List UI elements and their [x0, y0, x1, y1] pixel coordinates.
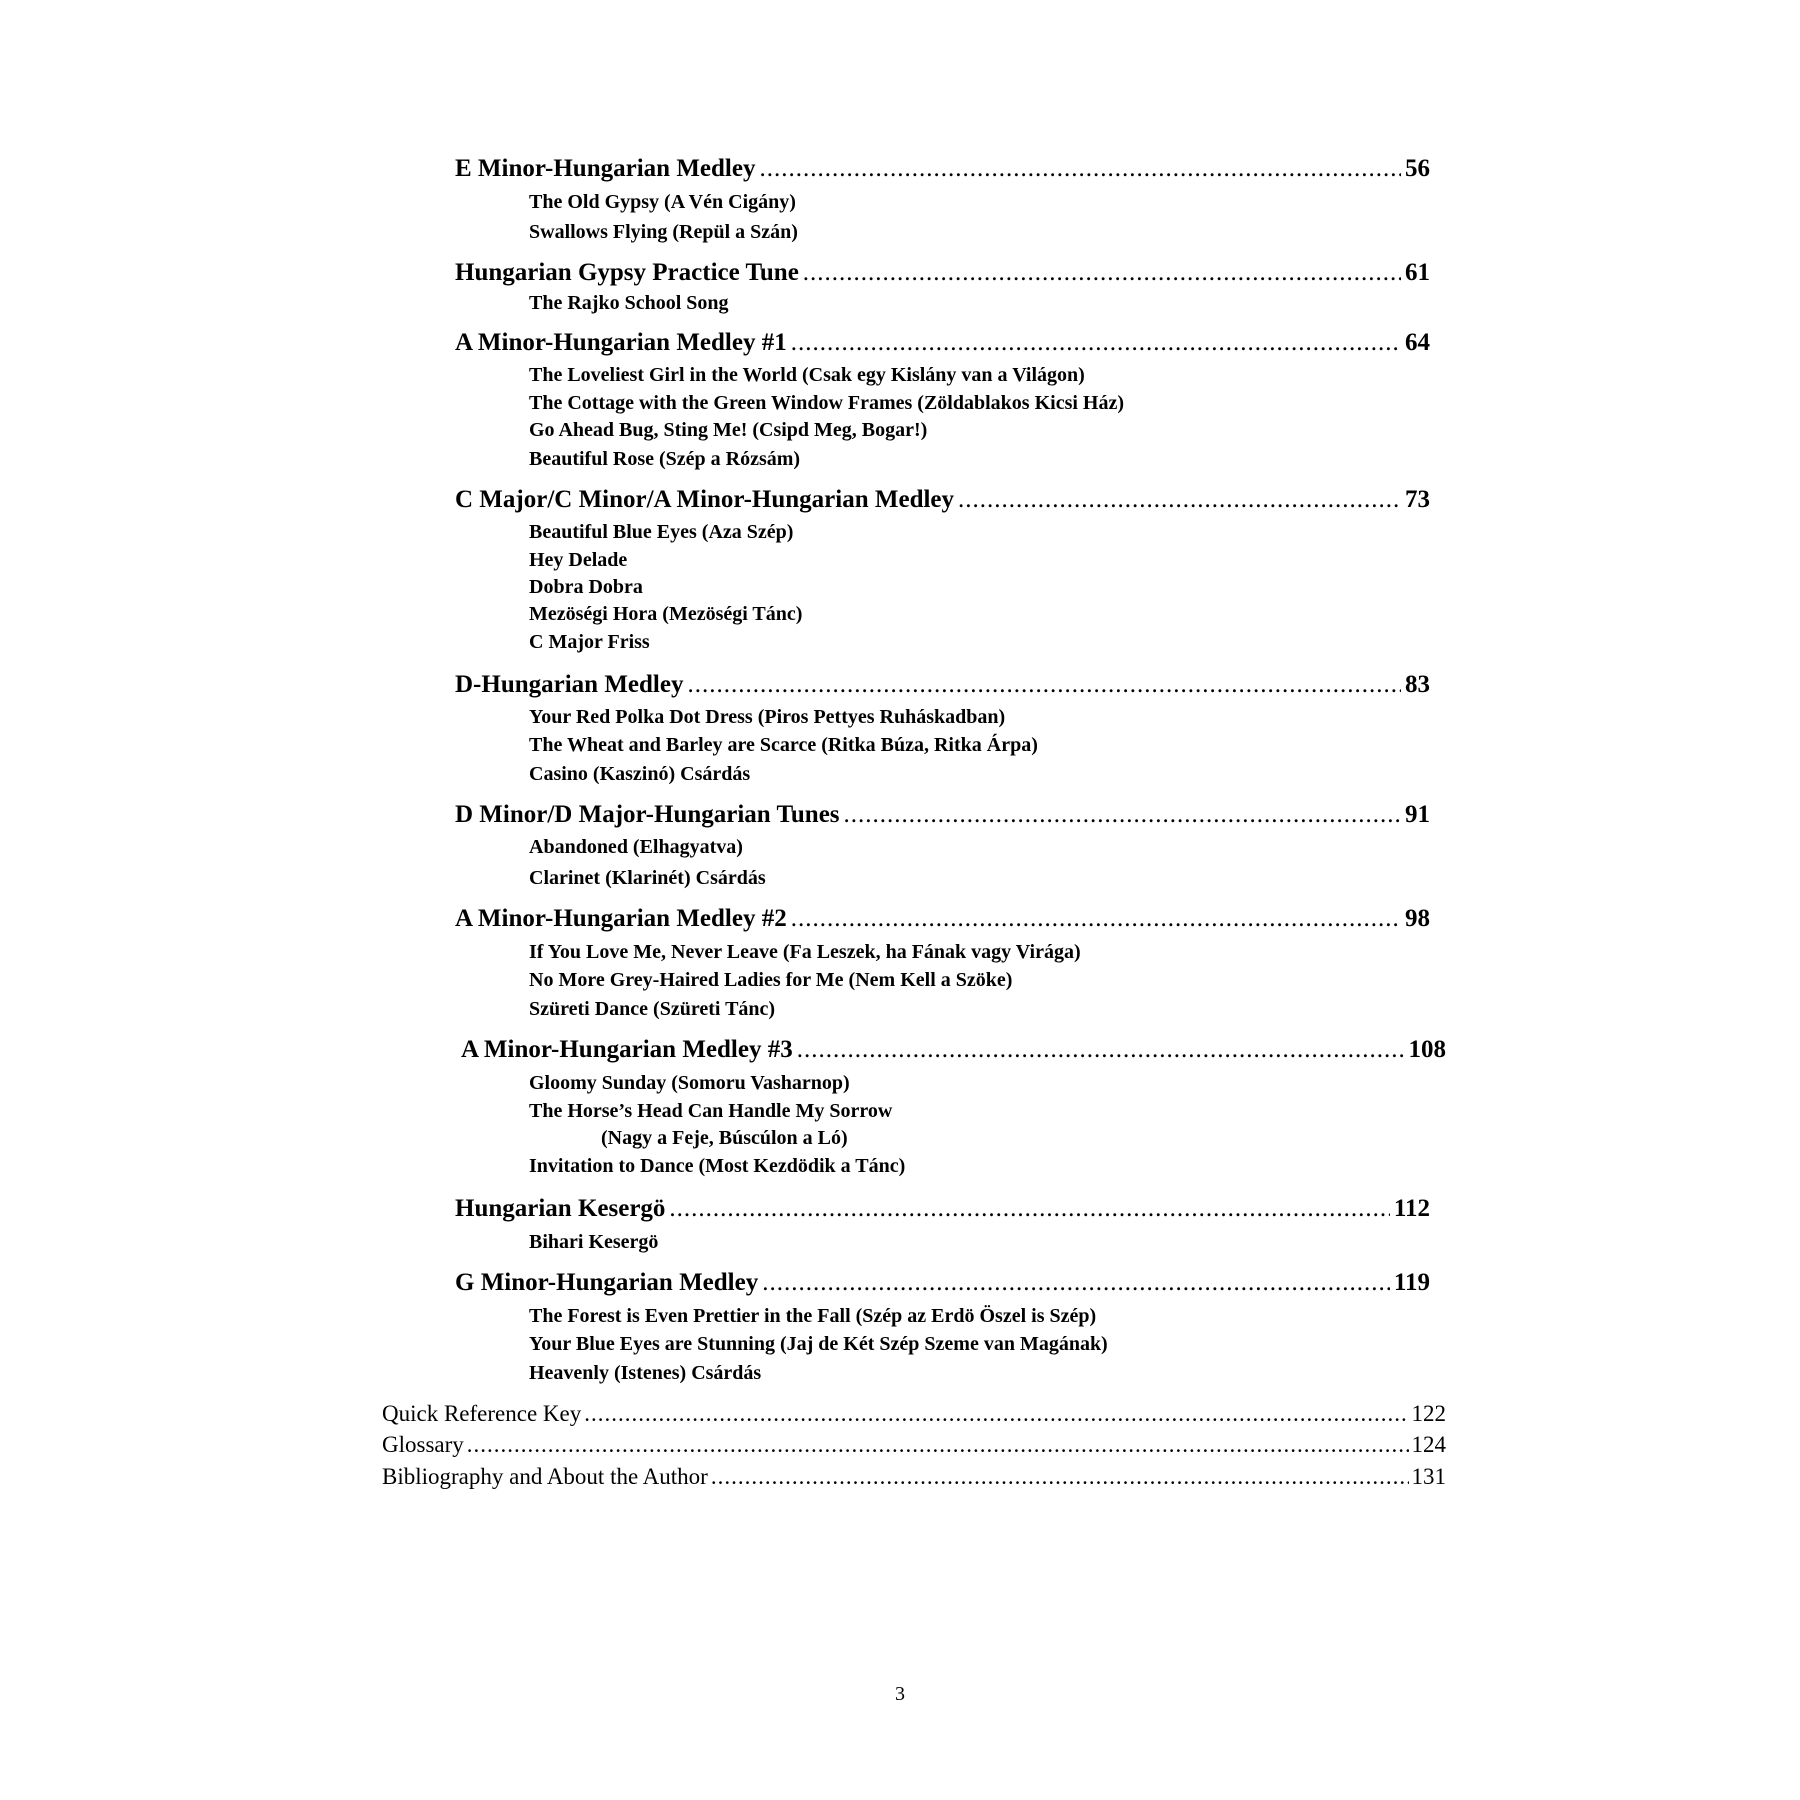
song-entry: Swallows Flying (Repül a Szán): [529, 221, 798, 243]
section-page-number: 112: [1393, 1195, 1430, 1222]
song-entry: Gloomy Sunday (Somoru Vasharnop): [529, 1072, 850, 1094]
dot-leader: [669, 1192, 1389, 1226]
dot-leader: [584, 1398, 1408, 1430]
extra-page-number: 131: [1411, 1464, 1446, 1489]
dot-leader: [791, 326, 1401, 360]
section-page-number: 73: [1405, 486, 1430, 513]
song-entry: The Horse’s Head Can Handle My Sorrow: [529, 1100, 893, 1122]
toc-section-title[interactable]: [455, 152, 1430, 186]
song-entry: C Major Friss: [529, 631, 650, 653]
section-title-text: A Minor-Hungarian Medley #1: [455, 329, 787, 356]
section-page-number: 119: [1393, 1269, 1430, 1296]
page-number: 3: [895, 1683, 905, 1705]
extra-title-text: Bibliography and About the Author: [382, 1464, 708, 1489]
toc-section-title[interactable]: [455, 483, 1430, 517]
dot-leader: [467, 1429, 1409, 1461]
section-title-text: G Minor-Hungarian Medley: [455, 1269, 759, 1296]
section-page-number: 108: [1408, 1036, 1446, 1063]
section-title-text: A Minor-Hungarian Medley #3: [461, 1036, 793, 1063]
section-page-number: 56: [1405, 155, 1430, 182]
dot-leader: [711, 1461, 1409, 1493]
song-entry: The Wheat and Barley are Scarce (Ritka Búza, Ritka Árpa): [529, 734, 1038, 756]
song-entry: Bihari Kesergö: [529, 1231, 659, 1253]
extra-title-text: Glossary: [382, 1432, 464, 1457]
song-entry: Heavenly (Istenes) Csárdás: [529, 1362, 762, 1384]
toc-extra-entry[interactable]: [382, 1429, 1446, 1461]
song-entry: Mezöségi Hora (Mezöségi Tánc): [529, 603, 803, 625]
toc-extra-entry[interactable]: [382, 1398, 1446, 1430]
song-entry: Dobra Dobra: [529, 576, 643, 598]
song-entry: If You Love Me, Never Leave (Fa Leszek, ha Fának vagy Virága): [529, 941, 1081, 963]
section-title-text: Hungarian Kesergö: [455, 1195, 666, 1222]
song-entry: Szüreti Dance (Szüreti Tánc): [529, 998, 776, 1020]
song-entry: Hey Delade: [529, 549, 628, 571]
toc-section-title[interactable]: [455, 668, 1430, 702]
toc-section-title[interactable]: [461, 1033, 1446, 1067]
song-entry: Beautiful Blue Eyes (Aza Szép): [529, 521, 794, 543]
song-entry: No More Grey-Haired Ladies for Me (Nem Kell a Szöke): [529, 969, 1013, 991]
song-entry: The Loveliest Girl in the World (Csak egy Kislány van a Világon): [529, 364, 1085, 386]
toc-section-title[interactable]: [455, 1192, 1430, 1226]
song-entry: Abandoned (Elhagyatva): [529, 836, 743, 858]
dot-leader: [844, 798, 1401, 832]
song-entry: Your Red Polka Dot Dress (Piros Pettyes Ruháskadban): [529, 706, 1006, 728]
section-title-text: Hungarian Gypsy Practice Tune: [455, 259, 799, 286]
toc-section-title[interactable]: [455, 256, 1430, 290]
dot-leader: [803, 256, 1401, 290]
section-title-text: A Minor-Hungarian Medley #2: [455, 905, 787, 932]
song-entry: Your Blue Eyes are Stunning (Jaj de Két Szép Szeme van Magának): [529, 1333, 1108, 1355]
toc-extra-entry[interactable]: [382, 1461, 1446, 1493]
section-page-number: 83: [1405, 671, 1430, 698]
extra-page-number: 122: [1411, 1401, 1446, 1426]
section-page-number: 98: [1405, 905, 1430, 932]
extra-page-number: 124: [1411, 1432, 1446, 1457]
toc-section-title[interactable]: [455, 798, 1430, 832]
section-title-text: C Major/C Minor/A Minor-Hungarian Medley: [455, 486, 955, 513]
song-entry: Beautiful Rose (Szép a Rózsám): [529, 448, 801, 470]
song-entry: Go Ahead Bug, Sting Me! (Csipd Meg, Bogar!): [529, 419, 928, 441]
song-entry-continuation: (Nagy a Feje, Búscúlon a Ló): [601, 1127, 848, 1149]
dot-leader: [791, 902, 1401, 936]
section-page-number: 64: [1405, 329, 1430, 356]
section-title-text: E Minor-Hungarian Medley: [455, 155, 756, 182]
section-title-text: D-Hungarian Medley: [455, 671, 684, 698]
dot-leader: [759, 152, 1401, 186]
dot-leader: [958, 483, 1401, 517]
song-entry: The Forest is Even Prettier in the Fall (Szép az Erdö Öszel is Szép): [529, 1305, 1097, 1327]
song-entry: The Old Gypsy (A Vén Cigány): [529, 191, 796, 213]
section-page-number: 91: [1405, 801, 1430, 828]
dot-leader: [797, 1033, 1405, 1067]
toc-section-title[interactable]: [455, 902, 1430, 936]
song-entry: The Rajko School Song: [529, 292, 729, 314]
dot-leader: [762, 1266, 1390, 1300]
song-entry: Clarinet (Klarinét) Csárdás: [529, 867, 766, 889]
section-title-text: D Minor/D Major-Hungarian Tunes: [455, 801, 840, 828]
dot-leader: [687, 668, 1401, 702]
extra-title-text: Quick Reference Key: [382, 1401, 582, 1426]
toc-section-title[interactable]: [455, 326, 1430, 360]
section-page-number: 61: [1405, 259, 1430, 286]
song-entry: Invitation to Dance (Most Kezdödik a Tánc): [529, 1155, 906, 1177]
song-entry: Casino (Kaszinó) Csárdás: [529, 763, 751, 785]
song-entry: The Cottage with the Green Window Frames (Zöldablakos Kicsi Ház): [529, 392, 1124, 414]
toc-section-title[interactable]: [455, 1266, 1430, 1300]
